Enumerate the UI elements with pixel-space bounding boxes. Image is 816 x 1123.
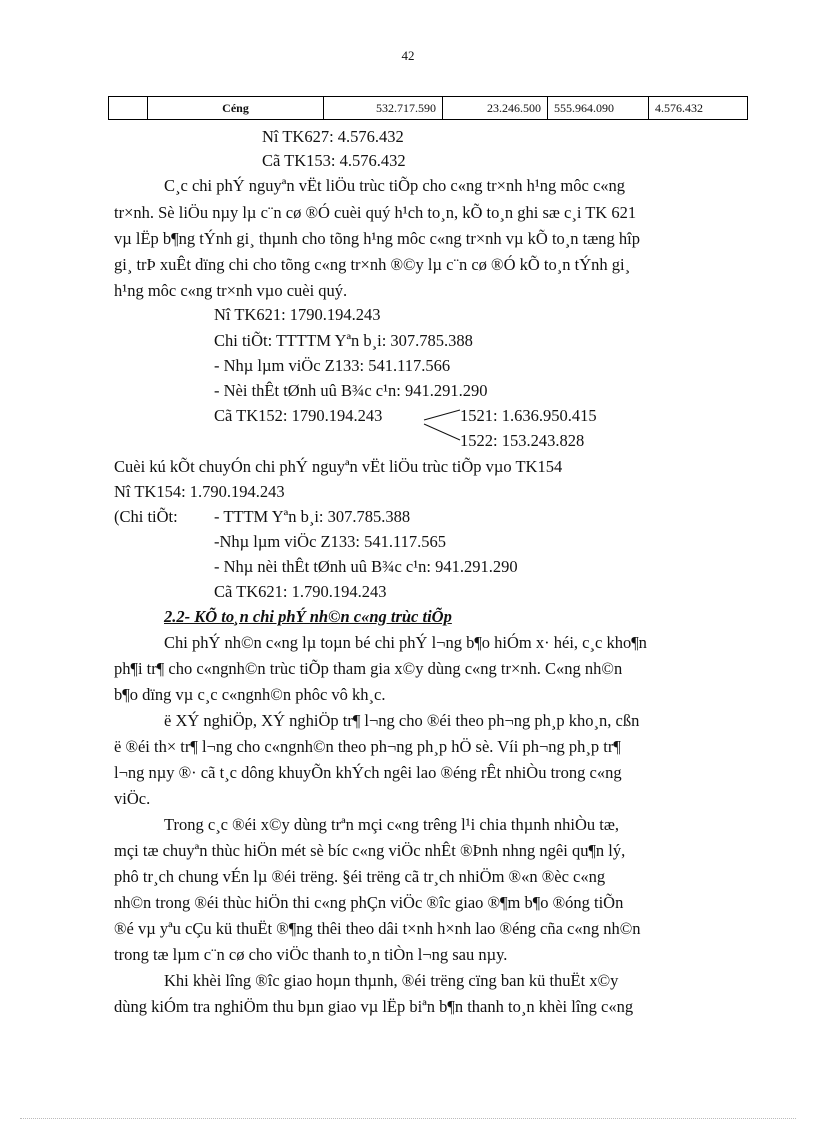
table-cell: 555.964.090 [548, 97, 649, 120]
page-number: 42 [401, 48, 415, 63]
summary-table [108, 96, 748, 120]
table-cell: 4.576.432 [649, 97, 748, 120]
text-line: -Nhµ lµm viÖc Z133: 541.117.565 [214, 532, 446, 551]
table-cell [109, 97, 148, 120]
table-cell: 23.246.500 [443, 97, 548, 120]
text-line: 1522: 153.243.828 [460, 431, 585, 450]
text-line: dùng kiÓm tra nghiÖm thu bµn giao vµ lËp biªn b¶n thanh to¸n khèi lîng c«ng [114, 997, 634, 1016]
text-line: trong tæ lµm c¨n cø cho viÖc thanh to¸n tiÒn l¬ng sau nµy. [114, 945, 508, 964]
text-line: (Chi tiÕt: [114, 507, 178, 526]
text-line: Khi khèi lîng ®îc giao hoµn thµnh, ®éi trëng cïng ban kü thuËt x©y [164, 971, 619, 990]
text-line: nh©n trong ®éi thùc hiÖn thi c«ng phÇn viÖc ®îc giao ®¶m b¶o ®óng tiÕn [114, 893, 624, 912]
text-line: Cã TK153: 4.576.432 [262, 151, 406, 170]
text-line: vµ lËp b¶ng tÝnh gi¸ thµnh cho tõng h¹ng môc c«ng tr×nh vµ kÕ to¸n tæng hîp [114, 229, 640, 248]
table-cell: 532.717.590 [324, 97, 443, 120]
text-line: Nî TK627: 4.576.432 [262, 127, 404, 146]
text-line: ë ®éi th× tr¶ l¬ng cho c«ngnh©n theo ph¬ng ph¸p hÖ sè. Víi ph¬ng ph¸p tr¶ [114, 737, 621, 756]
text-line: viÖc. [114, 789, 151, 808]
text-line: - Nhµ lµm viÖc Z133: 541.117.566 [214, 356, 451, 375]
text-line: ph¶i tr¶ cho c«ngnh©n trùc tiÕp tham gia x©y dùng c«ng tr×nh. C«ng nh©n [114, 659, 623, 678]
text-line: - TTTM Yªn b¸i: 307.785.388 [214, 507, 411, 526]
text-line: Cã TK621: 1.790.194.243 [214, 582, 387, 601]
text-line: mçi tæ chuyªn thùc hiÖn mét sè bíc c«ng viÖc nhÊt ®Þnh nhng ngêi qu¶n lý, [114, 841, 626, 860]
text-line: ë XÝ nghiÖp, XÝ nghiÖp tr¶ l¬ng cho ®éi theo ph¬ng ph¸p kho¸n, cßn [164, 711, 640, 730]
table-row [109, 97, 748, 120]
section-heading: 2.2- KÕ to¸n chi phÝ nh©n c«ng trùc tiÕp [164, 607, 452, 626]
split-arrow-icon [420, 404, 462, 444]
text-line: l¬ng nµy ®· cã t¸c dông khuyÕn khÝch ngêi lao ®éng rÊt nhiÒu trong c«ng [114, 763, 622, 782]
text-line: C¸c chi phÝ nguyªn vËt liÖu trùc tiÕp cho c«ng tr×nh h¹ng môc c«ng [164, 176, 626, 195]
text-line: 1521: 1.636.950.415 [460, 406, 597, 425]
text-line: Trong c¸c ®éi x©y dùng trªn mçi c«ng trêng l¹i chia thµnh nhiÒu tæ, [164, 815, 619, 834]
text-line: Cã TK152: 1790.194.243 [214, 406, 383, 425]
text-line: phô tr¸ch chung vÉn lµ ®éi trëng. §éi trëng cã tr¸ch nhiÖm ®«n ®èc c«ng [114, 867, 606, 886]
text-line: Cuèi kú kÕt chuyÓn chi phÝ nguyªn vËt liÖu trùc tiÕp vµo TK154 [114, 457, 563, 476]
text-line: Chi tiÕt: TTTTM Yªn b¸i: 307.785.388 [214, 331, 473, 350]
text-line: Nî TK621: 1790.194.243 [214, 305, 381, 324]
text-line: Chi phÝ nh©n c«ng lµ toµn bé chi phÝ l¬ng b¶o hiÓm x· héi, c¸c kho¶n [164, 633, 647, 652]
text-line: ®é vµ yªu cÇu kü thuËt ®¶ng thêi theo dâi t×nh h×nh lao ®éng cña c«ng nh©n [114, 919, 641, 938]
text-line: tr×nh. Sè liÖu nµy lµ c¨n cø ®Ó cuèi quý h¹ch to¸n, kÕ to¸n ghi sæ c¸i TK 621 [114, 203, 637, 222]
table-cell-label: Céng [148, 97, 324, 120]
text-line: gi¸ trÞ xuÊt dïng chi cho tõng c«ng tr×nh ®©y lµ c¨n cø ®Ó kÕ to¸n tÝnh gi¸ [114, 255, 631, 274]
text-line: b¶o dïng vµ c¸c c«ngnh©n phôc vô kh¸c. [114, 685, 386, 704]
text-line: - Nèi thÊt tØnh uû B¾c c¹n: 941.291.290 [214, 381, 488, 400]
text-line: - Nhµ nèi thÊt tØnh uû B¾c c¹n: 941.291.290 [214, 557, 518, 576]
text-line: h¹ng môc c«ng tr×nh vµo cuèi quý. [114, 281, 348, 300]
page-divider [20, 1118, 796, 1119]
text-line: Nî TK154: 1.790.194.243 [114, 482, 285, 501]
